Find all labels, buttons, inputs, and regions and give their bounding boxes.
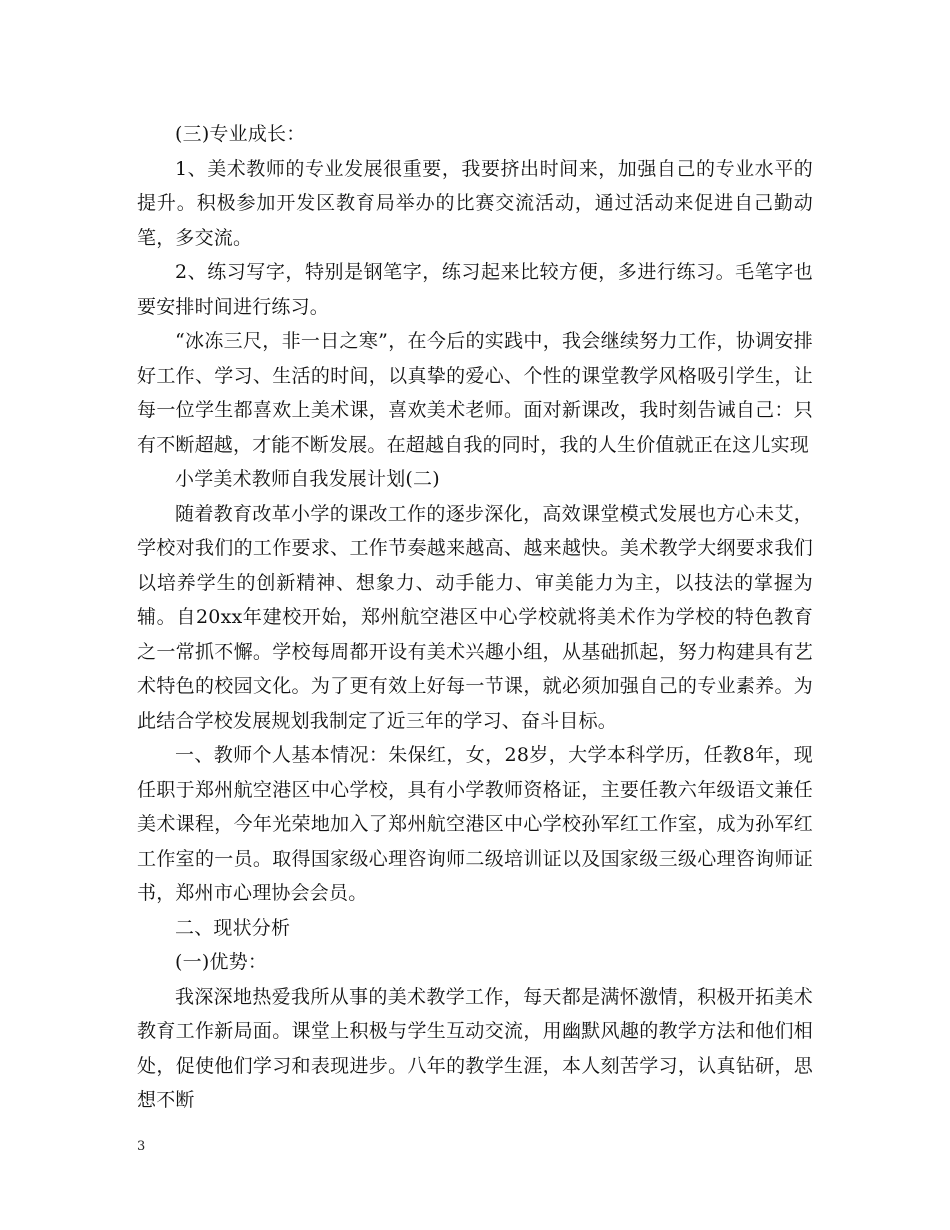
- paragraph-writing-practice: 2、练习写字，特别是钢笔字，练习起来比较方便，多进行练习。毛笔字也要安排时间进行练习。: [137, 261, 813, 318]
- paragraph-introduction: 随着教育改革小学的课改工作的逐步深化，高效课堂模式发展也方心未艾，学校对我们的工作要求、工作节奏越来越高、越来越快。美术教学大纲要求我们以培养学生的创新精神、想象力、动手能力、审美能力为主，以技法的掌握为辅。自20xx年建校开始，郑州航空港区中心学校就将美术作为学校的特色教育之一常抓不懈。学校每周都开设有美术兴趣小组，从基础抓起，努力构建具有艺术特色的校园文化。为了更有效上好每一节课，就必须加强自己的专业素养。为此结合学校发展规划我制定了近三年的学习、奋斗目标。: [137, 502, 813, 732]
- paragraph-teacher-info: 一、教师个人基本情况：朱保红，女，28岁，大学本科学历，任教8年，现任职于郑州航空港区中心学校，具有小学教师资格证，主要任教六年级语文兼任美术课程，今年光荣地加入了郑州航空港区中心学校孙军红工作室，成为孙军红工作室的一员。取得国家级心理咨询师二级培训证以及国家级三级心理咨询师证书，郑州市心理协会会员。: [137, 744, 813, 904]
- section-heading-professional-growth: (三)专业成长：: [175, 123, 306, 145]
- section-heading-strengths: (一)优势：: [175, 951, 268, 973]
- paragraph-strengths: 我深深地热爱我所从事的美术教学工作，每天都是满怀激情，积极开拓美术教育工作新局面。课堂上积极与学生互动交流，用幽默风趣的教学方法和他们相处，促使他们学习和表现进步。八年的教学生涯，本人刻苦学习，认真钻研，思想不断: [137, 985, 813, 1111]
- document-body: [137, 117, 813, 1118]
- paragraph-professional-development: 1、美术教师的专业发展很重要，我要挤出时间来，加强自己的专业水平的提升。积极参加开发区教育局举办的比赛交流活动，通过活动来促进自己勤动笔，多交流。: [137, 157, 813, 249]
- paragraph-conclusion: “冰冻三尺，非一日之寒”，在今后的实践中，我会继续努力工作，协调安排好工作、学习、生活的时间，以真挚的爱心、个性的课堂教学风格吸引学生，让每一位学生都喜欢上美术课，喜欢美术老师。面对新课改，我时刻告诫自己：只有不断超越，才能不断发展。在超越自我的同时，我的人生价值就正在这儿实现: [137, 330, 813, 456]
- document-subtitle: 小学美术教师自我发展计划(二): [175, 468, 440, 490]
- page-number: 3: [137, 1139, 146, 1154]
- section-heading-status-analysis: 二、现状分析: [175, 916, 291, 939]
